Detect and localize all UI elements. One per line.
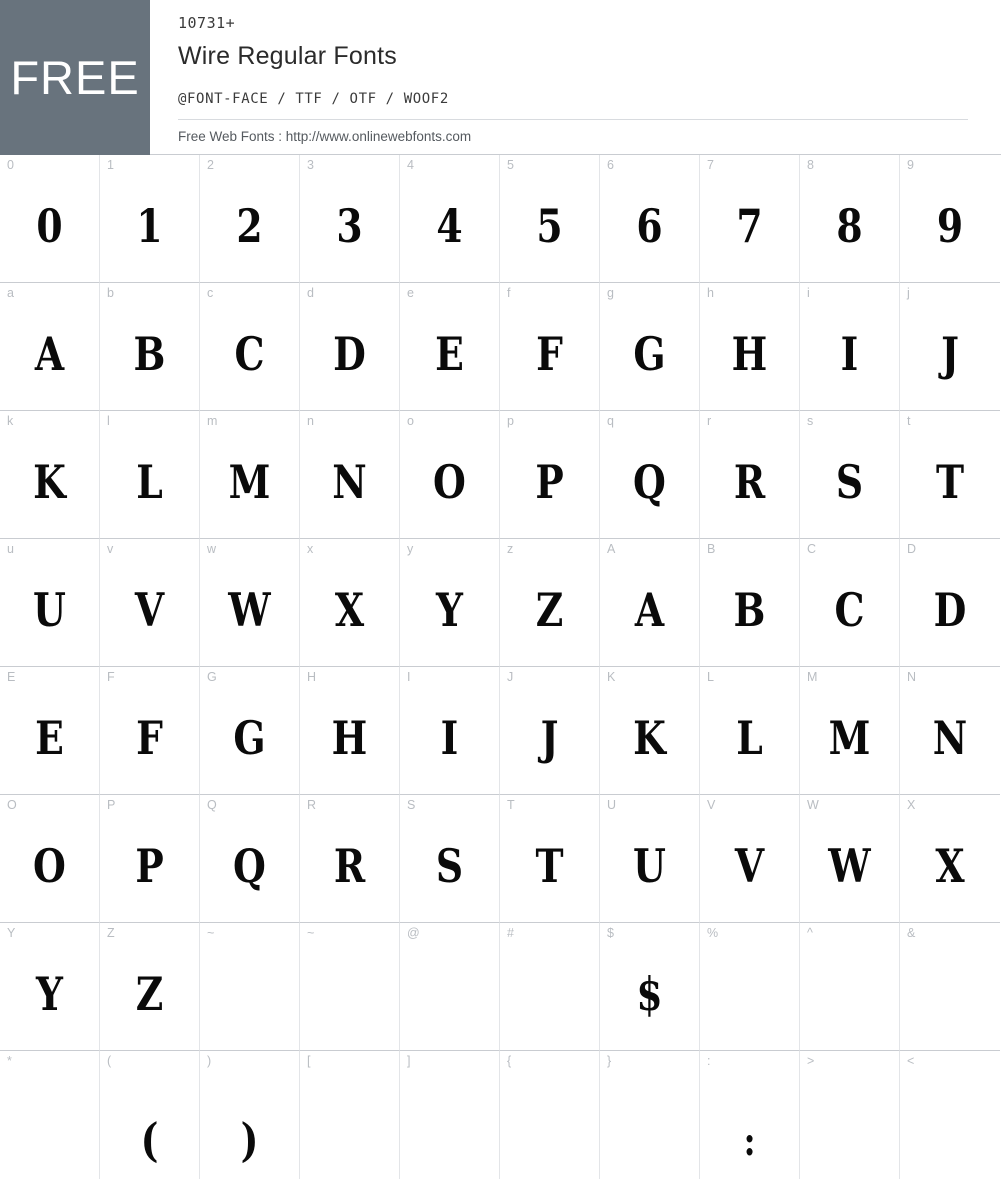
glyph-cell-character: C xyxy=(234,327,265,381)
glyph-cell[interactable] xyxy=(0,667,100,795)
glyph-cell-character xyxy=(9,1077,90,1167)
glyph-cell[interactable] xyxy=(900,155,1000,283)
glyph-cell-character: H xyxy=(331,711,368,765)
glyph-cell-character: T xyxy=(935,455,965,509)
glyph-cell-character: E xyxy=(435,327,464,381)
glyph-cell-character: 9 xyxy=(936,199,964,253)
glyph-cell-character: J xyxy=(941,327,959,381)
page-header xyxy=(0,0,1001,155)
glyph-cell[interactable] xyxy=(900,411,1000,539)
glyph-cell-label: R xyxy=(307,798,317,812)
glyph-cell-character xyxy=(909,949,991,1039)
glyph-cell-character: K xyxy=(33,455,66,509)
glyph-cell[interactable] xyxy=(400,411,500,539)
glyph-row xyxy=(0,1051,1001,1179)
glyph-cell[interactable] xyxy=(100,155,200,283)
glyph-cell-character xyxy=(709,949,790,1039)
glyph-cell-character: H xyxy=(731,327,768,381)
glyph-cell-character: D xyxy=(333,327,366,381)
glyph-row xyxy=(0,923,1001,1051)
glyph-cell[interactable] xyxy=(600,1051,700,1179)
glyph-cell[interactable] xyxy=(500,411,600,539)
glyph-cell-label: w xyxy=(207,542,217,556)
glyph-cell-character: Q xyxy=(233,839,266,893)
glyph-cell-character: M xyxy=(828,711,871,765)
glyph-cell-label: < xyxy=(907,1054,915,1068)
glyph-cell-character xyxy=(809,1077,890,1167)
glyph-cell-character: $ xyxy=(636,967,663,1021)
glyph-cell-character xyxy=(809,949,890,1039)
glyph-cell[interactable] xyxy=(400,667,500,795)
glyph-cell-label: s xyxy=(807,414,814,428)
glyph-cell[interactable] xyxy=(700,411,800,539)
glyph-cell[interactable] xyxy=(600,667,700,795)
glyph-cell[interactable] xyxy=(400,1051,500,1179)
glyph-cell[interactable] xyxy=(500,539,600,667)
glyph-cell[interactable] xyxy=(500,155,600,283)
glyph-cell-character: I xyxy=(840,327,859,381)
glyph-cell[interactable] xyxy=(300,155,400,283)
glyph-cell-character: F xyxy=(536,327,563,381)
glyph-row xyxy=(0,155,1001,283)
glyph-cell[interactable] xyxy=(300,539,400,667)
glyph-cell-label: O xyxy=(7,798,17,812)
glyph-cell[interactable] xyxy=(200,667,300,795)
glyph-cell[interactable] xyxy=(300,667,400,795)
glyph-cell-label: J xyxy=(507,670,514,684)
glyph-cell[interactable] xyxy=(0,1051,100,1179)
glyph-cell-label: } xyxy=(607,1054,612,1068)
glyph-cell[interactable] xyxy=(100,411,200,539)
glyph-cell-label: d xyxy=(307,286,314,300)
free-badge: FREE xyxy=(0,0,150,155)
glyph-cell-label: Z xyxy=(107,926,115,940)
glyph-cell-character: N xyxy=(332,455,367,509)
glyph-cell[interactable] xyxy=(0,155,100,283)
glyph-grid xyxy=(0,155,1001,1179)
glyph-cell-label: j xyxy=(907,286,910,300)
glyph-cell[interactable] xyxy=(600,155,700,283)
glyph-cell[interactable] xyxy=(600,795,700,923)
glyph-cell-label: I xyxy=(407,670,411,684)
glyph-cell[interactable] xyxy=(400,923,500,1051)
glyph-cell-label: k xyxy=(7,414,14,428)
glyph-cell[interactable] xyxy=(200,795,300,923)
glyph-cell[interactable] xyxy=(800,155,900,283)
glyph-cell-character: A xyxy=(34,327,65,381)
glyph-cell-label: o xyxy=(407,414,414,428)
glyph-cell-label: h xyxy=(707,286,714,300)
glyph-cell-label: B xyxy=(707,542,716,556)
glyph-cell-label: 3 xyxy=(307,158,314,172)
glyph-cell-label: m xyxy=(207,414,218,428)
page-title: Wire Regular Fonts xyxy=(178,42,397,70)
glyph-cell-character xyxy=(209,949,290,1039)
glyph-cell-character: Y xyxy=(436,583,463,637)
glyph-cell[interactable] xyxy=(200,923,300,1051)
glyph-cell-label: ) xyxy=(207,1054,212,1068)
glyph-cell-character: F xyxy=(136,711,163,765)
glyph-cell-character: J xyxy=(540,711,559,765)
glyph-cell[interactable] xyxy=(700,795,800,923)
glyph-cell[interactable] xyxy=(300,1051,400,1179)
glyph-cell[interactable] xyxy=(0,283,100,411)
glyph-cell-character: X xyxy=(334,583,365,637)
glyph-cell-label: G xyxy=(207,670,217,684)
glyph-cell[interactable] xyxy=(200,155,300,283)
glyph-cell-character: W xyxy=(228,583,271,637)
glyph-cell[interactable] xyxy=(200,283,300,411)
glyph-cell-label: c xyxy=(207,286,214,300)
glyph-cell[interactable] xyxy=(100,795,200,923)
glyph-cell-label: v xyxy=(107,542,114,556)
glyph-cell-label: A xyxy=(607,542,616,556)
glyph-cell[interactable] xyxy=(700,923,800,1051)
glyph-cell[interactable] xyxy=(500,667,600,795)
glyph-cell-character: 2 xyxy=(236,199,263,253)
glyph-cell-label: 0 xyxy=(7,158,14,172)
glyph-cell-label: p xyxy=(507,414,514,428)
glyph-cell[interactable] xyxy=(0,795,100,923)
glyph-cell[interactable] xyxy=(800,923,900,1051)
glyph-cell[interactable] xyxy=(500,923,600,1051)
glyph-cell-character: L xyxy=(736,711,763,765)
glyph-cell-character: ( xyxy=(140,1113,159,1167)
glyph-cell-character xyxy=(509,949,590,1039)
glyph-cell-character: V xyxy=(734,839,765,893)
glyph-cell-character: Z xyxy=(535,583,564,637)
glyph-cell[interactable] xyxy=(400,283,500,411)
glyph-cell-label: f xyxy=(507,286,511,300)
glyph-cell-label: * xyxy=(7,1054,12,1068)
glyph-cell-label: C xyxy=(807,542,817,556)
glyph-cell-label: L xyxy=(707,670,714,684)
glyph-cell[interactable] xyxy=(600,411,700,539)
glyph-cell[interactable] xyxy=(100,667,200,795)
glyph-cell-character: A xyxy=(634,583,665,637)
glyph-cell-label: e xyxy=(407,286,414,300)
glyph-cell-character: Y xyxy=(36,967,63,1021)
glyph-cell-character: S xyxy=(435,839,464,893)
glyph-cell-character: 8 xyxy=(836,199,863,253)
glyph-cell-character xyxy=(609,1077,690,1167)
glyph-cell-character: N xyxy=(932,711,968,765)
format-list: @FONT-FACE / TTF / OTF / WOOF2 xyxy=(178,91,449,107)
glyph-row xyxy=(0,667,1001,795)
glyph-cell[interactable] xyxy=(500,795,600,923)
glyph-cell[interactable] xyxy=(800,667,900,795)
glyph-cell-label: 2 xyxy=(207,158,214,172)
glyph-cell-label: i xyxy=(807,286,810,300)
glyph-cell-character: 3 xyxy=(336,199,363,253)
glyph-cell[interactable] xyxy=(100,923,200,1051)
glyph-row xyxy=(0,539,1001,667)
glyph-cell[interactable] xyxy=(600,539,700,667)
glyph-cell[interactable] xyxy=(600,923,700,1051)
glyph-cell-label: ] xyxy=(407,1054,411,1068)
glyph-cell[interactable] xyxy=(800,539,900,667)
glyph-cell[interactable] xyxy=(800,411,900,539)
glyph-cell[interactable] xyxy=(0,923,100,1051)
glyph-cell-character: 6 xyxy=(636,199,663,253)
glyph-cell[interactable] xyxy=(300,283,400,411)
glyph-cell[interactable] xyxy=(700,539,800,667)
glyph-cell[interactable] xyxy=(900,539,1000,667)
glyph-cell-label: r xyxy=(707,414,712,428)
glyph-cell-label: 4 xyxy=(407,158,414,172)
glyph-cell-label: U xyxy=(607,798,617,812)
glyph-cell[interactable] xyxy=(700,1051,800,1179)
glyph-cell-label: K xyxy=(607,670,616,684)
glyph-cell[interactable] xyxy=(900,283,1000,411)
glyph-cell[interactable] xyxy=(200,539,300,667)
glyph-cell-character: T xyxy=(535,839,564,893)
glyph-cell-label: # xyxy=(507,926,514,940)
glyph-cell-character: P xyxy=(135,839,164,893)
glyph-cell-label: n xyxy=(307,414,314,428)
glyph-cell-label: Q xyxy=(207,798,217,812)
glyph-cell[interactable] xyxy=(600,283,700,411)
glyph-cell-character: W xyxy=(828,839,871,893)
glyph-cell-label: y xyxy=(407,542,414,556)
glyph-cell-character xyxy=(309,1077,390,1167)
glyph-cell-label: [ xyxy=(307,1054,311,1068)
glyph-cell-label: F xyxy=(107,670,115,684)
glyph-cell[interactable] xyxy=(200,1051,300,1179)
glyph-cell-label: 1 xyxy=(107,158,114,172)
glyph-cell-label: ~ xyxy=(307,926,315,940)
glyph-cell-character: D xyxy=(933,583,967,637)
glyph-cell-label: 5 xyxy=(507,158,514,172)
glyph-cell[interactable] xyxy=(200,411,300,539)
glyph-cell-label: : xyxy=(707,1054,711,1068)
glyph-cell[interactable] xyxy=(800,1051,900,1179)
glyph-cell-character: E xyxy=(35,711,64,765)
glyph-cell-character: S xyxy=(835,455,864,509)
glyph-cell-label: ( xyxy=(107,1054,112,1068)
glyph-cell-character xyxy=(909,1077,991,1167)
glyph-cell-label: 6 xyxy=(607,158,614,172)
glyph-cell[interactable] xyxy=(100,539,200,667)
glyph-cell-label: 9 xyxy=(907,158,914,172)
glyph-cell-label: P xyxy=(107,798,116,812)
glyph-cell-character: O xyxy=(33,839,66,893)
glyph-cell-label: l xyxy=(107,414,110,428)
glyph-cell-character: 4 xyxy=(436,199,463,253)
glyph-cell-character: R xyxy=(733,455,766,509)
glyph-cell[interactable] xyxy=(800,795,900,923)
glyph-cell-label: u xyxy=(7,542,14,556)
glyph-cell-label: E xyxy=(7,670,16,684)
glyph-cell-label: q xyxy=(607,414,614,428)
glyph-cell-character: I xyxy=(440,711,459,765)
glyph-cell-label: t xyxy=(907,414,911,428)
glyph-cell-label: 8 xyxy=(807,158,814,172)
glyph-cell-character: M xyxy=(228,455,271,509)
glyph-cell-label: x xyxy=(307,542,314,556)
glyph-cell-label: D xyxy=(907,542,917,556)
glyph-cell-character: B xyxy=(133,327,166,381)
header-info xyxy=(150,0,1001,154)
glyph-cell-label: ~ xyxy=(207,926,215,940)
glyph-cell-character: 7 xyxy=(736,199,763,253)
glyph-cell-character: C xyxy=(834,583,865,637)
glyph-cell-character xyxy=(309,949,390,1039)
glyph-cell-label: ^ xyxy=(807,926,813,940)
glyph-cell-label: z xyxy=(507,542,514,556)
glyph-cell-label: & xyxy=(907,926,916,940)
glyph-cell-character: ) xyxy=(240,1113,259,1167)
glyph-cell[interactable] xyxy=(300,795,400,923)
glyph-cell[interactable] xyxy=(300,923,400,1051)
glyph-cell-character: B xyxy=(733,583,766,637)
glyph-cell-label: M xyxy=(807,670,818,684)
glyph-cell-label: % xyxy=(707,926,719,940)
glyph-cell-character xyxy=(409,1077,490,1167)
glyph-cell[interactable] xyxy=(300,411,400,539)
glyph-cell[interactable] xyxy=(400,795,500,923)
glyph-cell-character: R xyxy=(333,839,366,893)
glyph-cell-label: T xyxy=(507,798,515,812)
glyph-cell[interactable] xyxy=(400,539,500,667)
glyph-row xyxy=(0,795,1001,923)
glyph-cell-label: > xyxy=(807,1054,815,1068)
glyph-cell-label: @ xyxy=(407,926,420,940)
glyph-cell-character: 1 xyxy=(136,199,163,253)
glyph-cell-character: Q xyxy=(633,455,666,509)
glyph-cell-character: : xyxy=(743,1118,756,1165)
glyph-cell-label: b xyxy=(107,286,114,300)
glyph-cell-label: Y xyxy=(7,926,16,940)
glyph-count: 10731+ xyxy=(178,14,236,32)
glyph-cell-character: 5 xyxy=(536,199,563,253)
glyph-cell-label: H xyxy=(307,670,317,684)
glyph-cell[interactable] xyxy=(0,411,100,539)
glyph-cell-label: N xyxy=(907,670,917,684)
glyph-cell-character: Z xyxy=(135,967,164,1021)
glyph-cell[interactable] xyxy=(900,1051,1000,1179)
glyph-cell[interactable] xyxy=(700,667,800,795)
glyph-cell[interactable] xyxy=(400,155,500,283)
glyph-cell-label: 7 xyxy=(707,158,714,172)
glyph-cell-label: S xyxy=(407,798,416,812)
glyph-cell-character: P xyxy=(535,455,564,509)
glyph-cell-label: g xyxy=(607,286,614,300)
glyph-cell-character: G xyxy=(633,327,666,381)
glyph-cell-character: O xyxy=(433,455,466,509)
glyph-row xyxy=(0,283,1001,411)
glyph-cell[interactable] xyxy=(500,283,600,411)
glyph-cell[interactable] xyxy=(100,1051,200,1179)
glyph-cell[interactable] xyxy=(900,667,1000,795)
glyph-row xyxy=(0,411,1001,539)
glyph-cell-character: V xyxy=(134,583,165,637)
glyph-cell-label: $ xyxy=(607,926,614,940)
glyph-cell-label: W xyxy=(807,798,819,812)
glyph-cell-character: 0 xyxy=(36,199,63,253)
glyph-cell[interactable] xyxy=(700,283,800,411)
glyph-cell-character: L xyxy=(136,455,163,509)
glyph-cell[interactable] xyxy=(500,1051,600,1179)
glyph-cell-character: U xyxy=(633,839,666,893)
glyph-cell[interactable] xyxy=(900,923,1000,1051)
glyph-cell-character: G xyxy=(233,711,266,765)
glyph-cell[interactable] xyxy=(100,283,200,411)
glyph-cell[interactable] xyxy=(900,795,1000,923)
glyph-cell[interactable] xyxy=(700,155,800,283)
glyph-cell-character: K xyxy=(633,711,666,765)
glyph-cell-label: X xyxy=(907,798,916,812)
source-info: Free Web Fonts : http://www.onlinewebfonts.com xyxy=(178,119,968,144)
glyph-cell-label: V xyxy=(707,798,716,812)
glyph-cell-label: a xyxy=(7,286,14,300)
glyph-cell-character xyxy=(409,949,490,1039)
glyph-cell-character: X xyxy=(935,839,965,893)
glyph-cell-character: U xyxy=(33,583,66,637)
glyph-cell[interactable] xyxy=(0,539,100,667)
glyph-cell[interactable] xyxy=(800,283,900,411)
glyph-cell-character xyxy=(509,1077,590,1167)
glyph-cell-label: { xyxy=(507,1054,512,1068)
